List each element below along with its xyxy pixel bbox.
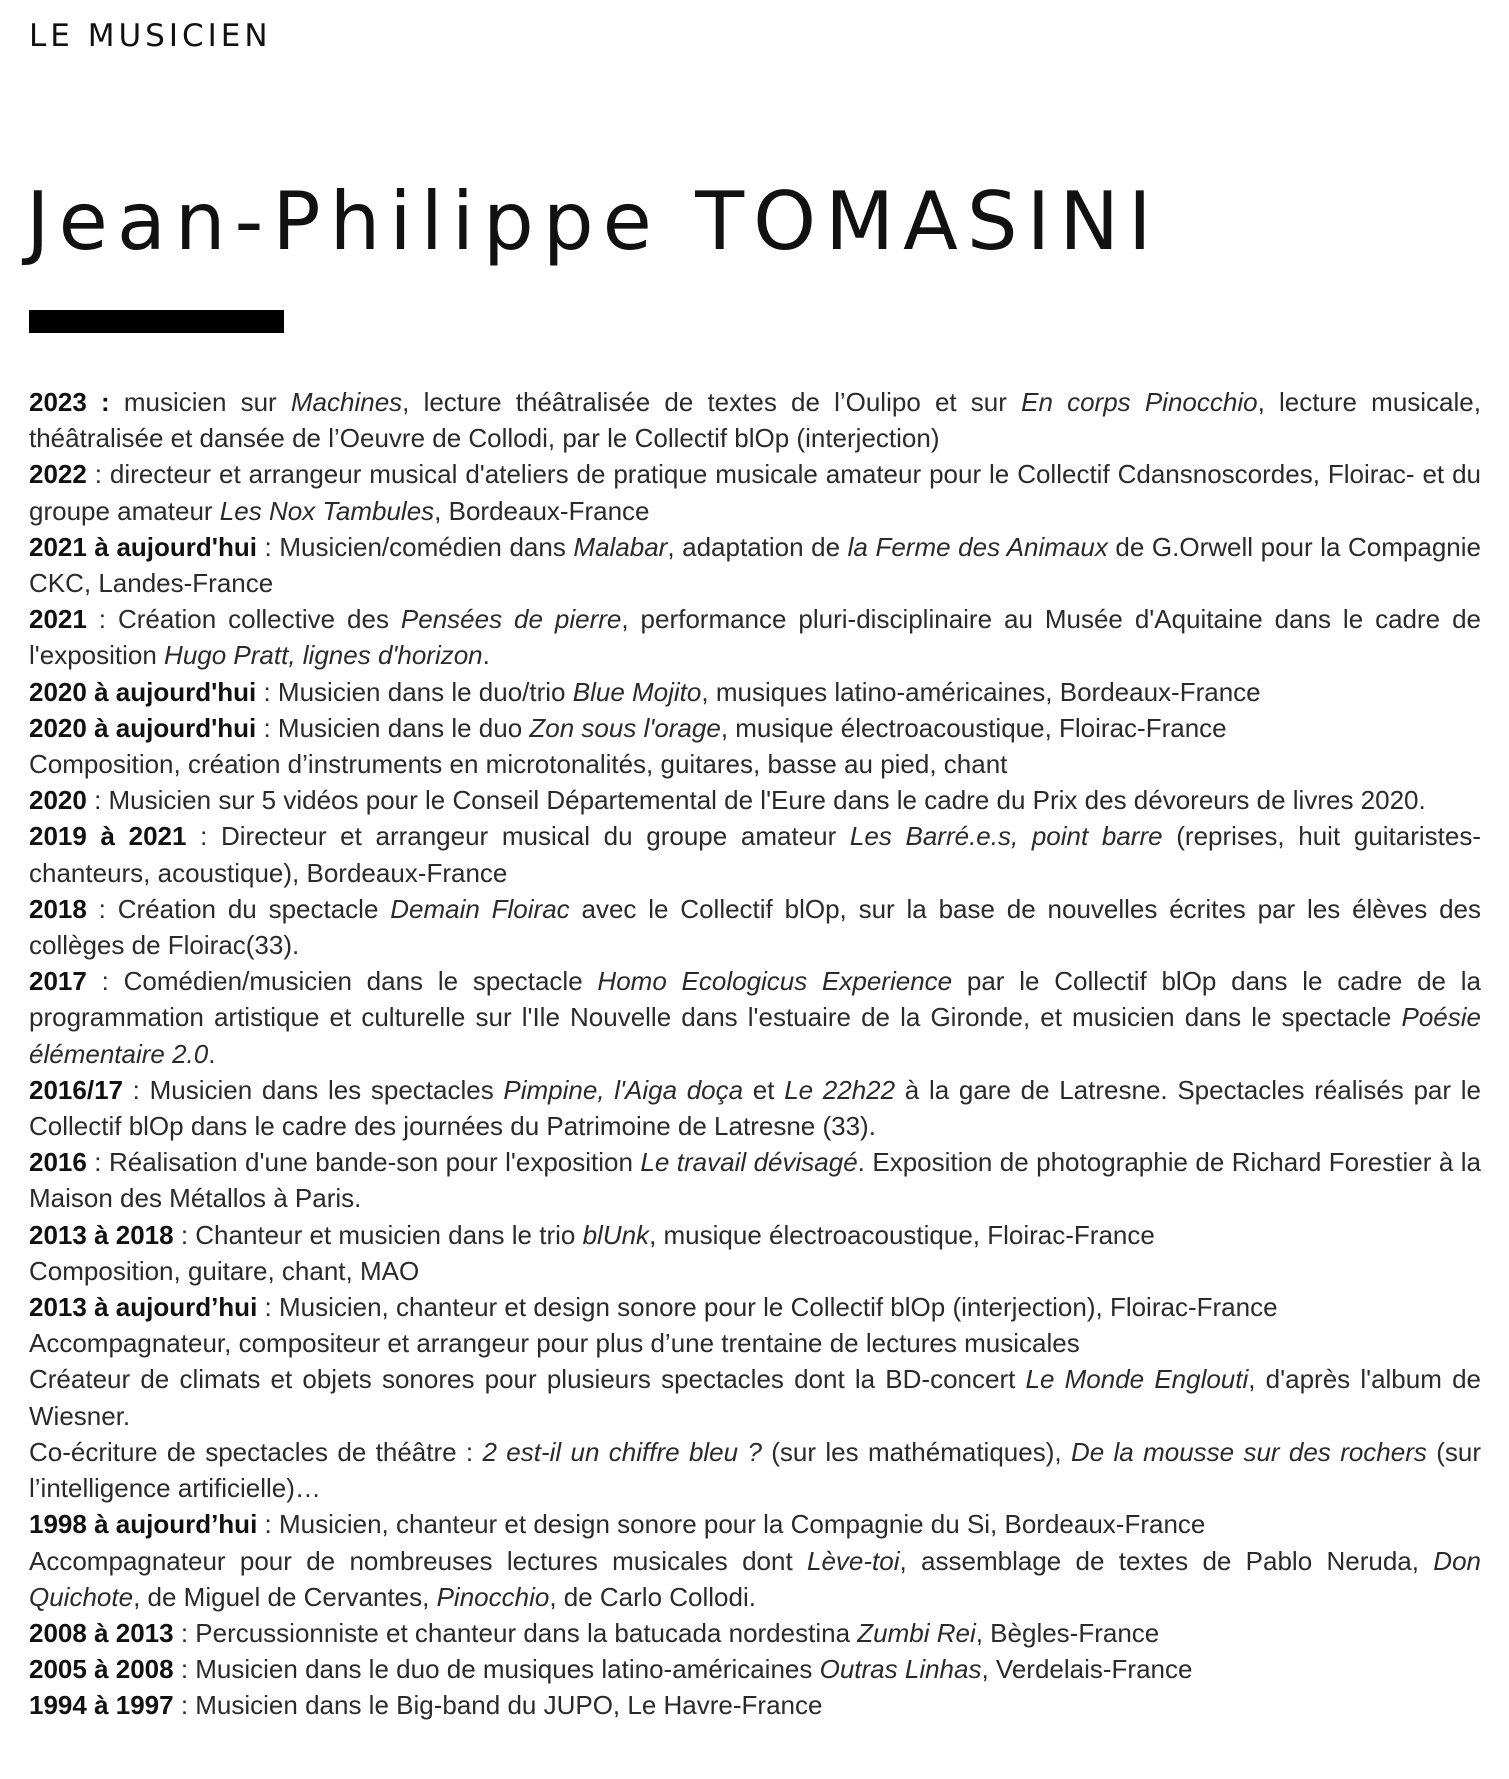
work-title: Lève-toi	[807, 1545, 900, 1576]
entry-period: 2013 à aujourd’hui	[29, 1292, 258, 1323]
entry-text: de G.Orwell pour la Compagnie CKC, Landes-France	[29, 531, 1481, 599]
work-title: Zon sous l'orage	[529, 712, 721, 743]
work-title: Le Monde Englouti	[1025, 1364, 1249, 1395]
entry-text: : Musicien dans le duo	[256, 712, 530, 743]
entry-line	[29, 1687, 1481, 1723]
entry-text: , musique électroacoustique, Floirac-France	[649, 1219, 1155, 1250]
entry-line	[29, 710, 1481, 746]
work-title: De la mousse sur des rochers	[1070, 1436, 1427, 1467]
entry-text: Co-écriture de spectacles de théâtre :	[29, 1436, 483, 1467]
career-entry	[29, 529, 1481, 601]
work-title: Homo Ecologicus Experience	[597, 966, 953, 997]
entry-period: 2021	[29, 604, 87, 635]
entry-text: (sur l’intelligence artificielle)…	[29, 1436, 1482, 1504]
entry-text: : Musicien sur 5 vidéos pour le Conseil Départemental de l'Eure dans le cadre du Prix des dévoreurs de livres 2020.	[86, 785, 1426, 816]
entry-text: : Création du spectacle	[86, 893, 391, 924]
work-title: Les Barré.e.s, point barre	[849, 821, 1163, 852]
entry-text: Accompagnateur, compositeur et arrangeur pour plus d’une trentaine de lectures musicales	[29, 1328, 1080, 1359]
entry-text: : Chanteur et musicien dans le trio	[173, 1219, 583, 1250]
entry-period: 2013 à 2018	[29, 1219, 174, 1250]
career-entry	[29, 456, 1481, 528]
entry-text: , de Carlo Collodi.	[549, 1581, 756, 1612]
entry-period: 2016	[29, 1147, 87, 1178]
entry-text: : Musicien, chanteur et design sonore pour la Compagnie du Si, Bordeaux-France	[257, 1509, 1206, 1540]
entry-text: : Musicien dans le duo de musiques latino-américaines	[173, 1654, 820, 1685]
entry-text: Composition, guitare, chant, MAO	[29, 1255, 420, 1286]
work-title: blUnk	[582, 1219, 650, 1250]
work-title: Pensées de pierre	[400, 604, 622, 635]
entry-line	[29, 1217, 1481, 1253]
entry-period: 2021 à aujourd'hui	[29, 531, 257, 562]
work-title: 2 est-il un chiffre bleu ?	[482, 1436, 762, 1467]
work-title: Outras Linhas	[819, 1654, 982, 1685]
entry-period: 2008 à 2013	[29, 1617, 174, 1648]
entry-text: par le Collectif blOp dans le cadre de la programmation artistique et culturelle sur l'Ile Nouvelle dans l'estuaire de la Gironde, et musicien dans le spectacle	[29, 966, 1481, 1033]
entry-text: , Bègles-France	[975, 1617, 1160, 1648]
work-title: Blue Mojito	[572, 676, 702, 707]
entry-line	[29, 1543, 1481, 1615]
work-title: Le 22h22	[784, 1074, 896, 1105]
entry-text: .	[208, 1038, 216, 1069]
entry-line	[29, 456, 1481, 528]
entry-text: , Verdelais-France	[981, 1654, 1193, 1685]
entry-text: , adaptation de	[667, 531, 848, 562]
entry-line	[29, 1615, 1481, 1651]
entry-period: 2022	[29, 459, 87, 490]
entry-line	[29, 1325, 1481, 1361]
entry-text: Créateur de climats et objets sonores pour plusieurs spectacles dont la BD-concert	[29, 1364, 1026, 1395]
title-underline-bar	[29, 310, 284, 333]
entry-line	[29, 1651, 1481, 1687]
career-entry	[29, 1651, 1481, 1687]
entry-text: : Percussionniste et chanteur dans la batucada nordestina	[173, 1617, 858, 1648]
career-entry	[29, 891, 1481, 963]
entry-text: , assemblage de textes de Pablo Neruda,	[899, 1545, 1434, 1576]
entry-text: (reprises, huit guitaristes-chanteurs, acoustique), Bordeaux-France	[29, 821, 1481, 888]
entry-text: .	[482, 640, 490, 671]
entry-text: avec le Collectif blOp, sur la base de nouvelles écrites par les élèves des collèges de Floirac(33).	[29, 893, 1481, 961]
work-title: Malabar	[573, 531, 668, 562]
entry-text: , lecture théâtralisée de textes de l’Oulipo et sur	[402, 387, 1022, 417]
entry-period: 2005 à 2008	[29, 1654, 174, 1685]
entry-line	[29, 746, 1481, 782]
entry-text: : Musicien dans le duo/trio	[256, 676, 573, 707]
entry-text: . Exposition de photographie de Richard Forestier à la Maison des Métallos à Paris.	[29, 1147, 1481, 1214]
entry-line	[29, 818, 1481, 890]
entry-line	[29, 891, 1481, 963]
entry-text: , d'après l'album de Wiesner.	[29, 1364, 1481, 1431]
career-entry	[29, 1072, 1481, 1144]
entry-line	[29, 1289, 1481, 1325]
entry-text: : Comédien/musicien dans le spectacle	[86, 966, 598, 997]
entry-line	[29, 1144, 1481, 1216]
entry-text: et	[743, 1074, 785, 1105]
entry-line	[29, 384, 1481, 456]
entry-text: (sur les mathématiques),	[761, 1436, 1071, 1467]
entry-text: Accompagnateur pour de nombreuses lectures musicales dont	[29, 1545, 807, 1576]
entry-line	[29, 1253, 1481, 1289]
entry-period: 2020 à aujourd'hui	[29, 712, 257, 743]
section-kicker: LE MUSICIEN	[29, 18, 272, 54]
career-entry	[29, 1289, 1481, 1506]
entry-text: : Réalisation d'une bande-son pour l'exposition	[86, 1147, 641, 1178]
page-title: Jean-Philippe TOMASINI	[26, 174, 1161, 268]
entry-period: 2019 à 2021	[29, 821, 187, 852]
entry-text: : Directeur et arrangeur musical du groupe amateur	[186, 821, 850, 852]
work-title: Hugo Pratt, lignes d'horizon	[164, 640, 483, 671]
career-entry	[29, 384, 1481, 456]
career-entry	[29, 963, 1481, 1072]
entry-text: , musiques latino-américaines, Bordeaux-France	[701, 676, 1261, 707]
entry-text: musicien sur	[109, 387, 291, 417]
entry-text: , performance pluri-disciplinaire au Musée d'Aquitaine dans le cadre de l'exposition	[29, 604, 1481, 671]
entry-text: : Musicien dans le Big-band du JUPO, Le Havre-France	[173, 1690, 823, 1721]
work-title: Pinocchio	[436, 1581, 550, 1612]
entry-text: , lecture musicale, théâtralisée et dansée de l’Oeuvre de Collodi, par le Collectif blOp (interjection)	[29, 387, 1481, 454]
entry-line	[29, 1361, 1481, 1433]
entry-line	[29, 674, 1481, 710]
entry-text: : Musicien/comédien dans	[256, 531, 574, 562]
entry-line	[29, 1434, 1481, 1506]
work-title: Le travail dévisagé	[640, 1147, 858, 1178]
entry-period: 2020 à aujourd'hui	[29, 676, 257, 707]
career-entry	[29, 1217, 1481, 1289]
entry-line	[29, 1506, 1481, 1542]
entry-line	[29, 963, 1481, 1072]
work-title: En corps Pinocchio	[1021, 387, 1258, 417]
career-entry	[29, 1506, 1481, 1615]
work-title: Pimpine, l'Aiga doça	[503, 1074, 744, 1105]
work-title: Don Quichote	[29, 1545, 1481, 1612]
entry-text: à la gare de Latresne. Spectacles réalisés par le Collectif blOp dans le cadre des journées du Patrimoine de Latresne (33).	[29, 1074, 1481, 1142]
work-title: Demain Floirac	[390, 893, 570, 924]
entry-line	[29, 529, 1481, 601]
entry-line	[29, 601, 1481, 673]
entry-line	[29, 782, 1481, 818]
entry-text: , Bordeaux-France	[434, 495, 650, 526]
entry-text: Composition, création d’instruments en microtonalités, guitares, basse au pied, chant	[29, 749, 1008, 780]
entry-line	[29, 1072, 1481, 1144]
career-entries	[29, 384, 1481, 1724]
career-entry	[29, 674, 1481, 710]
entry-period: 2020	[29, 785, 87, 816]
entry-text: : Musicien, chanteur et design sonore pour le Collectif blOp (interjection), Floirac-France	[257, 1292, 1278, 1323]
career-entry	[29, 818, 1481, 890]
work-title: la Ferme des Animaux	[847, 531, 1108, 562]
work-title: Poésie élémentaire 2.0	[29, 1002, 1481, 1069]
career-entry	[29, 782, 1481, 818]
career-entry	[29, 710, 1481, 782]
entry-period: 2016/17	[29, 1074, 123, 1105]
career-entry	[29, 601, 1481, 673]
entry-period: 1994 à 1997	[29, 1690, 174, 1721]
entry-text: , de Miguel de Cervantes,	[133, 1581, 437, 1612]
entry-period: 2018	[29, 893, 87, 924]
entry-period: 1998 à aujourd’hui	[29, 1509, 258, 1540]
work-title: Zumbi Rei	[857, 1617, 976, 1648]
entry-period: 2023 :	[29, 387, 110, 417]
entry-text: : Musicien dans les spectacles	[122, 1074, 504, 1105]
career-entry	[29, 1687, 1481, 1723]
entry-text: , musique électroacoustique, Floirac-France	[720, 712, 1227, 743]
entry-text: : directeur et arrangeur musical d'ateliers de pratique musicale amateur pour le Collectif Cdansnoscordes, Floirac- et du groupe amateur	[29, 459, 1481, 526]
career-entry	[29, 1615, 1481, 1651]
career-entry	[29, 1144, 1481, 1216]
work-title: Machines	[290, 387, 403, 417]
work-title: Les Nox Tambules	[219, 495, 435, 526]
entry-period: 2017	[29, 966, 87, 997]
entry-text: : Création collective des	[86, 604, 401, 635]
